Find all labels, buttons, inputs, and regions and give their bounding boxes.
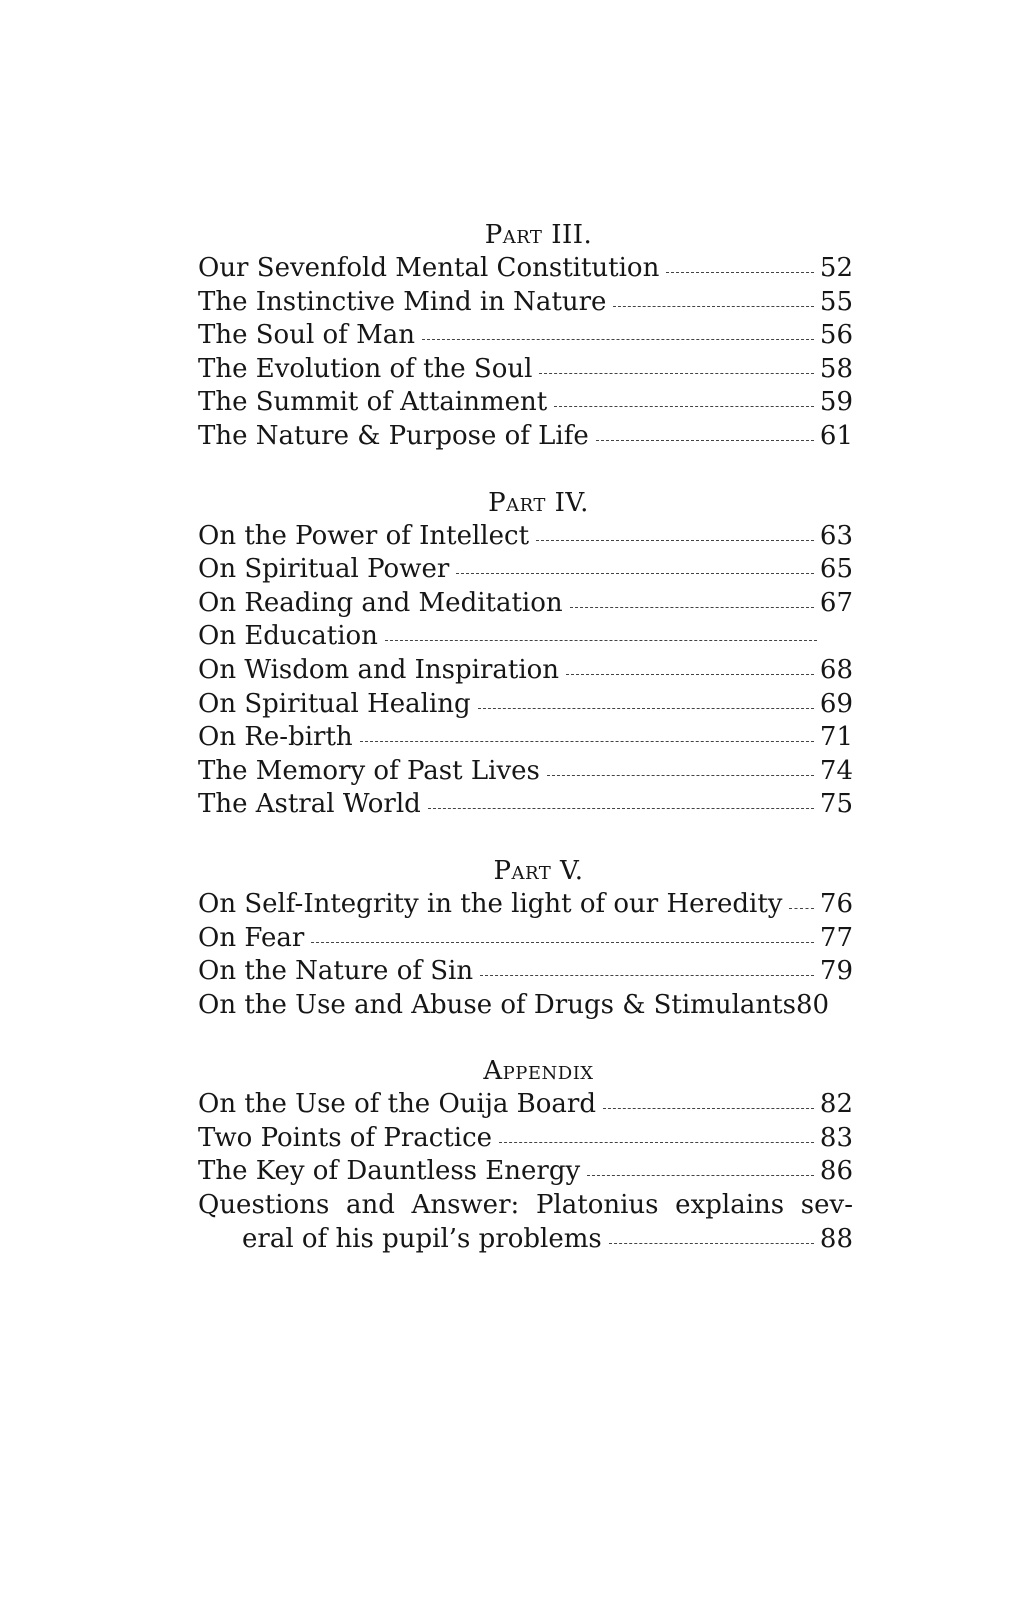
entry-page-number: 63 — [819, 520, 853, 551]
entry-page-number: 61 — [819, 420, 853, 451]
toc-entry — [198, 721, 853, 755]
toc-entry — [198, 788, 853, 822]
toc-section-part-iv — [198, 486, 853, 822]
toc-entry — [198, 1122, 853, 1156]
entry-title: On the Nature of Sin — [198, 956, 474, 987]
toc-section-part-v — [198, 854, 853, 1022]
dot-leader — [499, 1142, 814, 1143]
toc-entry — [198, 620, 853, 654]
dot-leader — [311, 942, 814, 943]
entry-title: On Wisdom and Inspiration — [198, 654, 560, 685]
toc-entry — [198, 1088, 853, 1122]
entry-title: On the Use of the Ouija Board — [198, 1089, 596, 1120]
entry-title: The Instinctive Mind in Nature — [198, 286, 607, 317]
dot-leader — [478, 708, 814, 709]
dot-leader — [789, 908, 813, 909]
entry-title: On Self-Integrity in the light of our Heredity — [198, 888, 783, 919]
entry-title: The Key of Dauntless Energy — [198, 1156, 581, 1187]
toc-entry — [198, 888, 853, 922]
entry-page-number: 56 — [819, 320, 853, 351]
entry-page-number: 58 — [819, 353, 853, 384]
entry-title: On the Use and Abuse of Drugs & Stimulants — [198, 989, 796, 1020]
entry-title: Our Sevenfold Mental Constitution — [198, 253, 660, 283]
toc-entry — [198, 319, 853, 353]
entry-page-number: 71 — [819, 722, 853, 753]
toc-entry — [198, 688, 853, 722]
entry-title: The Evolution of the Soul — [198, 353, 533, 384]
entry-title: The Astral World — [198, 789, 421, 820]
dot-leader — [385, 640, 817, 641]
dot-leader — [480, 975, 814, 976]
entry-title: On Spiritual Power — [198, 554, 450, 585]
section-heading: Part III. — [484, 220, 593, 250]
toc-entry — [198, 989, 853, 1023]
entry-title: On Reading and Meditation — [198, 587, 563, 618]
toc-entry — [198, 1155, 853, 1189]
toc-entry — [198, 922, 853, 956]
dot-leader — [609, 1243, 814, 1244]
dot-leader — [428, 808, 814, 809]
entry-page-number: 86 — [819, 1156, 853, 1187]
dot-leader — [596, 440, 814, 441]
entry-title: Two Points of Practice — [198, 1122, 493, 1153]
entry-title: The Summit of Attainment — [198, 387, 548, 418]
entry-page-number: 65 — [819, 554, 853, 585]
toc-entry — [198, 420, 853, 454]
dot-leader — [536, 540, 814, 541]
dot-leader — [587, 1175, 814, 1176]
toc-section-part-iii — [198, 218, 853, 454]
entry-title: On Re-birth — [198, 722, 353, 753]
toc-entry — [198, 520, 853, 554]
entry-page-number: 69 — [819, 688, 853, 719]
toc-entry — [198, 755, 853, 789]
toc-entry — [198, 386, 853, 420]
dot-leader — [539, 373, 813, 374]
entry-page-number: 82 — [819, 1089, 853, 1120]
dot-leader — [456, 573, 814, 574]
toc-entry — [198, 955, 853, 989]
entry-page-number: 79 — [819, 956, 853, 987]
toc-entry — [198, 252, 853, 286]
entry-page-number: 75 — [819, 789, 853, 820]
toc-entry — [198, 286, 853, 320]
section-heading: Part IV. — [488, 487, 589, 518]
dot-leader — [566, 674, 814, 675]
dot-leader — [554, 406, 814, 407]
entry-page-number: 77 — [819, 922, 853, 953]
section-heading: Part V. — [493, 855, 584, 886]
dot-leader — [603, 1108, 814, 1109]
toc-entry — [198, 1189, 853, 1256]
entry-page-number: 59 — [819, 387, 853, 418]
entry-title-line-2: eral of his pupil’s problems — [242, 1223, 602, 1254]
entry-title-line-1: Questions and Answer: Platonius explains sev- — [198, 1190, 853, 1221]
dot-leader — [613, 306, 813, 307]
entry-title: The Soul of Man — [198, 320, 415, 351]
toc-section-appendix — [198, 1054, 853, 1256]
section-heading: Appendix — [483, 1056, 594, 1087]
dot-leader — [547, 775, 814, 776]
entry-continuation — [198, 1223, 853, 1257]
entry-title: On Education — [198, 621, 378, 652]
dot-leader — [360, 741, 814, 742]
toc-entry — [198, 587, 853, 621]
entry-title: The Nature & Purpose of Life — [198, 420, 589, 451]
entry-page-number: 55 — [819, 286, 853, 317]
entry-page-number: 83 — [819, 1122, 853, 1153]
entry-page-number: 76 — [819, 888, 853, 919]
toc-entry — [198, 654, 853, 688]
dot-leader — [570, 607, 814, 608]
entry-page-number: 74 — [819, 755, 853, 786]
entry-page-number: 52 — [819, 253, 853, 283]
entry-title: On Fear — [198, 922, 305, 953]
entry-title: On Spiritual Healing — [198, 688, 471, 719]
entry-title: The Memory of Past Lives — [198, 755, 540, 786]
toc-entry — [198, 353, 853, 387]
table-of-contents — [198, 218, 853, 1256]
entry-page-number: 88 — [819, 1223, 853, 1254]
entry-page-number: 80 — [795, 989, 830, 1020]
toc-entry — [198, 553, 853, 587]
entry-page-number: 68 — [819, 654, 853, 685]
entry-title: On the Power of Intellect — [198, 520, 530, 551]
dot-leader — [666, 272, 814, 273]
entry-page-number: 67 — [819, 587, 853, 618]
dot-leader — [422, 339, 814, 340]
